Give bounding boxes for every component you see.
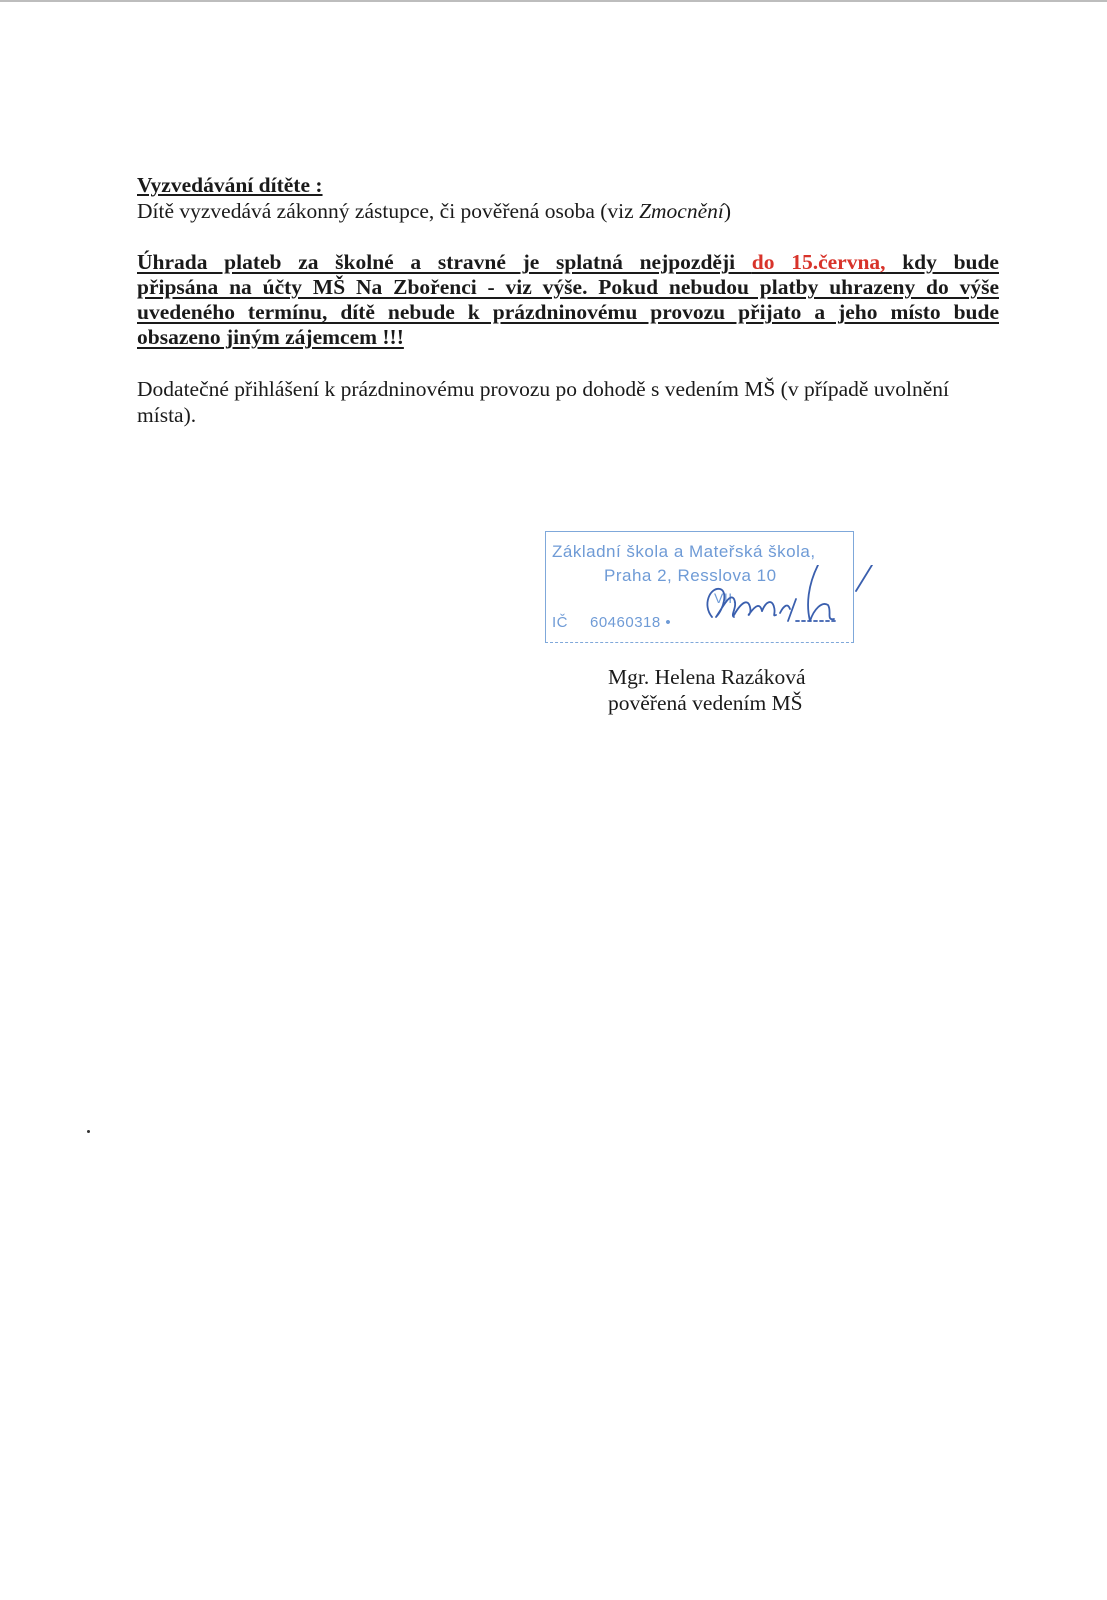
- stamp-school-name: Základní škola a Mateřská škola,: [552, 542, 816, 561]
- scan-dust-speck: [87, 1130, 90, 1133]
- payment-notice: [137, 250, 999, 350]
- pickup-text: Dítě vyzvedává zákonný zástupce, či pověřená osoba (viz Zmocnění): [137, 199, 732, 223]
- payment-line-2: připsána na účty MŠ Na Zbořenci - viz výše. Pokud nebudou platby uhrazeny do výše: [137, 275, 999, 299]
- stamp-ic-label: IČ: [552, 614, 568, 631]
- payment-line-4: obsazeno jiným zájemcem !!!: [137, 325, 404, 349]
- stamp-ic-number: 60460318: [590, 614, 661, 631]
- document-body: [137, 172, 999, 428]
- authorization-reference: Zmocnění: [639, 199, 724, 223]
- section-heading: Vyzvedávání dítěte :: [137, 173, 323, 197]
- payment-deadline: do 15.června,: [751, 250, 886, 274]
- note-line-2: místa).: [137, 403, 197, 427]
- note-line-1: Dodatečné přihlášení k prázdninovému provozu po dohodě s vedením MŠ (v případě uvolnění: [137, 377, 950, 401]
- payment-line-3: uvedeného termínu, dítě nebude k prázdninovému provozu přijato a jeho místo bude: [137, 300, 999, 324]
- stamp-address: Praha 2, Resslova 10: [604, 566, 777, 585]
- scan-top-edge: [0, 0, 1107, 2]
- stamp-ic: IČ 60460318 •: [552, 614, 672, 631]
- signer-role: pověřená vedením MŠ: [608, 691, 803, 715]
- signature-block: [608, 664, 806, 716]
- signer-name: Mgr. Helena Razáková: [608, 665, 806, 689]
- stamp-district: VII.: [714, 590, 738, 606]
- late-registration-note: [137, 376, 999, 428]
- payment-line-1: Úhrada plateb za školné a stravné je splatná nejpozději do 15.června, kdy bude: [137, 250, 999, 274]
- handwritten-signature: [700, 565, 900, 655]
